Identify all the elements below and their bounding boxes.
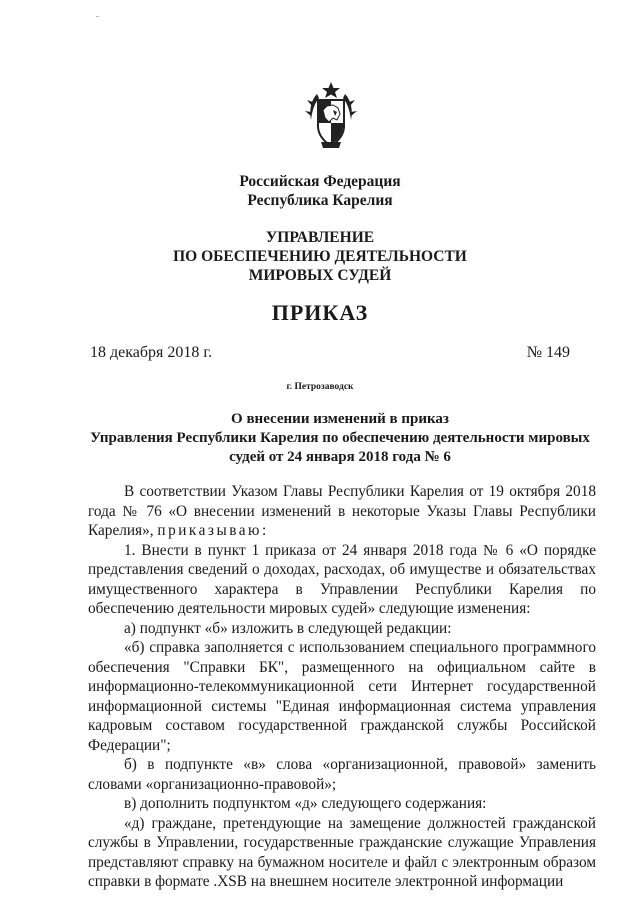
scan-speck xyxy=(96,16,99,17)
department-name xyxy=(0,228,640,285)
order-title-line-1: О внесении изменений в приказ xyxy=(231,411,449,427)
department-line-2: ПО ОБЕСПЕЧЕНИЮ ДЕЯТЕЛЬНОСТИ xyxy=(173,248,467,265)
paragraph-d-quote: «д) граждане, претендующие на замещение должностей гражданской службы в Управлении, государственные гражданские служащие Управления представляют справку на бумажном носителе и файл с электронным образом справки в формате .XSB на внешнем носителе электронной информации xyxy=(88,814,596,890)
karelia-coat-of-arms-icon xyxy=(303,80,359,152)
order-date: 18 декабря 2018 г. xyxy=(90,344,213,361)
order-word: приказываю: xyxy=(157,522,269,539)
country-name: Российская Федерация xyxy=(239,173,401,190)
order-title-line-3: судей от 24 января 2018 года № 6 xyxy=(229,449,451,465)
issue-city: г. Петрозаводск xyxy=(286,382,354,392)
order-number: № 149 xyxy=(526,344,570,361)
paragraph-b-quote: «б) справка заполняется с использованием специального программного обеспечения "Справки БК", размещенного на официальном сайте в информационно-телекоммуникационной сети Интернет государственной информационной системы "Единая информационная система управления кадровым составом государственной гражданской службы Российской Федерации"; xyxy=(88,639,596,754)
paragraph-b: б) в подпункте «в» слова «организационной, правовой» заменить словами «организационно-правовой»; xyxy=(88,756,596,793)
order-body xyxy=(88,482,596,892)
preamble-text: В соответствии Указом Главы Республики Карелия от 19 октября 2018 года № 76 «О внесении изменений в некоторые Указы Главы Республики Карелия», xyxy=(88,483,596,539)
order-title-line-2: Управления Республики Карелия по обеспечению деятельности мировых xyxy=(90,430,590,446)
document-type: ПРИКАЗ xyxy=(271,300,369,325)
republic-name: Республика Карелия xyxy=(247,191,393,209)
issuing-authority xyxy=(0,173,640,210)
paragraph-v: в) дополнить подпунктом «д» следующего содержания: xyxy=(124,795,487,812)
department-line-3: МИРОВЫХ СУДЕЙ xyxy=(248,267,392,284)
paragraph-a: а) подпункт «б» изложить в следующей редакции: xyxy=(124,619,452,637)
order-title xyxy=(80,410,600,467)
paragraph-1: 1. Внести в пункт 1 приказа от 24 января 2018 года № 6 «О порядке представления сведений о доходах, расходах, об имуществе и обязательствах имущественного характера в Управлении Республики Карелия по обеспечению деятельности мировых судей» следующие изменения: xyxy=(88,541,596,617)
preamble-paragraph xyxy=(88,482,596,541)
department-line-1: УПРАВЛЕНИЕ xyxy=(265,229,375,246)
